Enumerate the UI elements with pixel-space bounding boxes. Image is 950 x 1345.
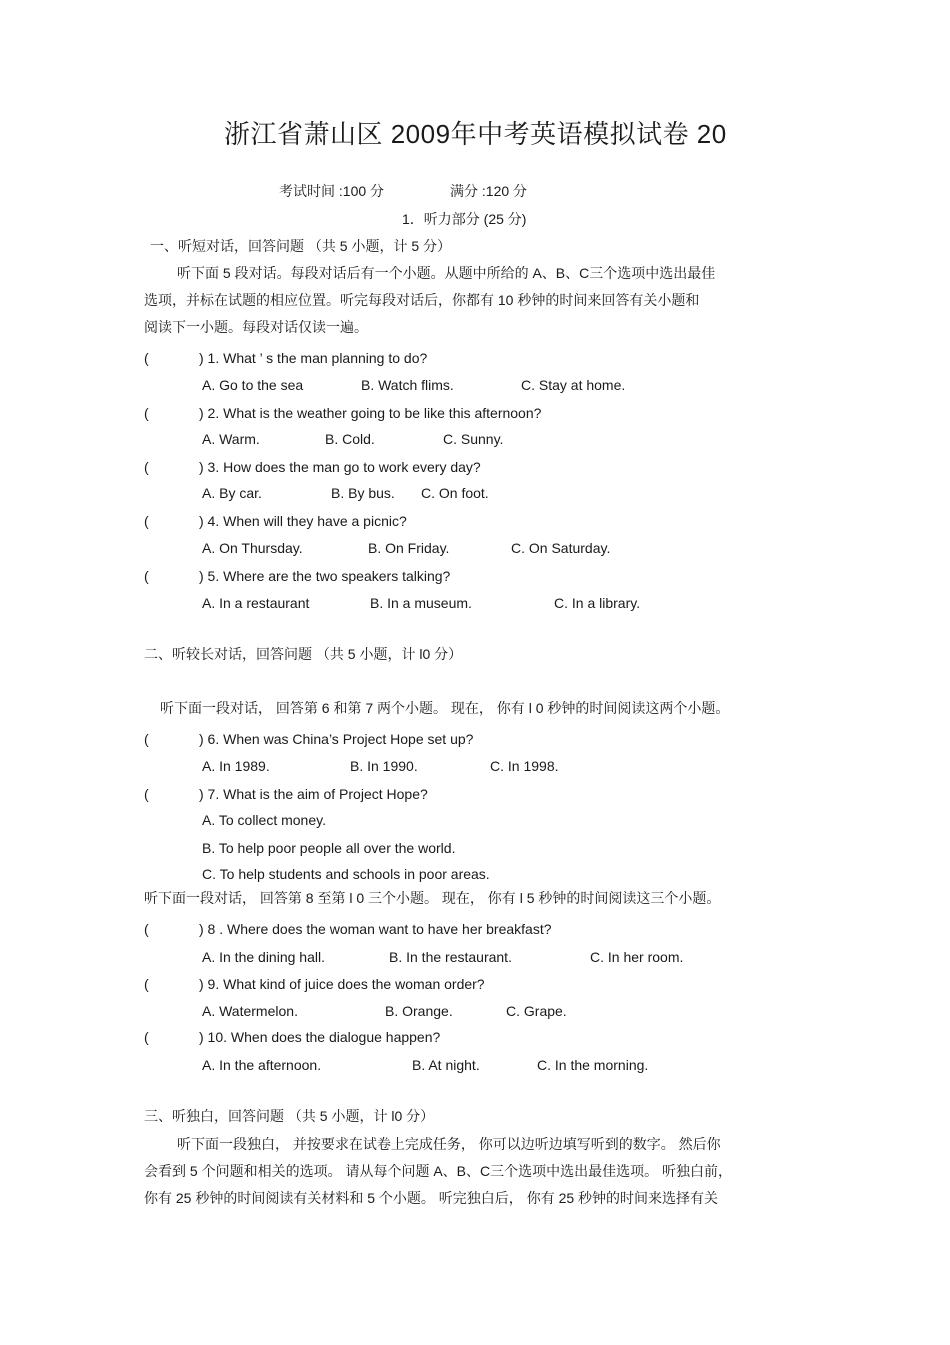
section1-instruction-line: 听下面 5 段对话。每段对话后有一个小题。从题中所给的 A、B、C三个选项中选出最佳 bbox=[177, 265, 716, 281]
option-b: B. In 1990. bbox=[350, 758, 418, 774]
answer-paren: ( bbox=[144, 1029, 149, 1045]
option-c: C. On foot. bbox=[421, 485, 489, 501]
option-b: B. In a museum. bbox=[370, 595, 472, 611]
option-c: C. Stay at home. bbox=[521, 377, 626, 393]
option-b: B. Cold. bbox=[325, 431, 375, 447]
option-b: B. Orange. bbox=[385, 1003, 453, 1019]
option-b: B. In the restaurant. bbox=[389, 949, 512, 965]
option-a: A. By car. bbox=[202, 485, 262, 501]
option-c: C. In 1998. bbox=[490, 758, 559, 774]
question-text: ) 9. What kind of juice does the woman order? bbox=[199, 976, 485, 992]
question-text: ) 4. When will they have a picnic? bbox=[199, 513, 407, 529]
page-title: 浙江省萧山区 2009年中考英语模拟试卷 20 bbox=[224, 119, 727, 149]
option-c: C. On Saturday. bbox=[511, 540, 611, 556]
option-a: A. In a restaurant bbox=[202, 595, 310, 611]
answer-paren: ( bbox=[144, 513, 149, 529]
question-text: ) 6. When was China’s Project Hope set up? bbox=[199, 731, 474, 747]
section3-heading: 三、听独白，回答问题 （共 5 小题，计 l0 分） bbox=[144, 1108, 435, 1124]
option-b: B. Watch flims. bbox=[361, 377, 454, 393]
question-text: ) 7. What is the aim of Project Hope? bbox=[199, 786, 428, 802]
answer-paren: ( bbox=[144, 976, 149, 992]
option-a: A. Warm. bbox=[202, 431, 260, 447]
section1-heading: 一、听短对话，回答问题 （共 5 小题，计 5 分） bbox=[150, 238, 452, 254]
answer-paren: ( bbox=[144, 786, 149, 802]
section3-instruction-line: 听下面一段独白， 并按要求在试卷上完成任务， 你可以边听边填写听到的数字。 然后你 bbox=[177, 1136, 721, 1152]
option-a: A. Go to the sea bbox=[202, 377, 304, 393]
section1-instruction-line: 阅读下一小题。每段对话仅读一遍。 bbox=[144, 319, 368, 335]
option-c: C. In a library. bbox=[554, 595, 641, 611]
section1-instruction-line: 选项，并标在试题的相应位置。听完每段对话后，你都有 10 秒钟的时间来回答有关小题和 bbox=[144, 292, 700, 308]
option-b: B. To help poor people all over the world. bbox=[202, 840, 456, 856]
option-c: C. Sunny. bbox=[443, 431, 504, 447]
option-b: B. At night. bbox=[412, 1057, 480, 1073]
option-a: A. In the dining hall. bbox=[202, 949, 325, 965]
section2-heading: 二、听较长对话，回答问题 （共 5 小题，计 l0 分） bbox=[144, 646, 463, 662]
exam-time: 考试时间 :100 分 bbox=[279, 183, 385, 199]
option-c: C. Grape. bbox=[506, 1003, 567, 1019]
question-text: ) 5. Where are the two speakers talking? bbox=[199, 568, 451, 584]
question-text: ) 10. When does the dialogue happen? bbox=[199, 1029, 441, 1045]
question-text: ) 2. What is the weather going to be like this afternoon? bbox=[199, 405, 542, 421]
section2-intro: 听下面一段对话， 回答第 6 和第 7 两个小题。 现在， 你有 l 0 秒钟的时间阅读这两个小题。 bbox=[160, 700, 730, 716]
question-text: ) 8 . Where does the woman want to have her breakfast? bbox=[199, 921, 552, 937]
answer-paren: ( bbox=[144, 350, 149, 366]
option-b: B. By bus. bbox=[331, 485, 395, 501]
part1-heading: 1．听力部分 (25 分) bbox=[402, 211, 527, 227]
option-a: A. To collect money. bbox=[202, 812, 326, 828]
option-c: C. To help students and schools in poor areas. bbox=[202, 866, 490, 882]
full-score: 满分 :120 分 bbox=[450, 183, 528, 199]
answer-paren: ( bbox=[144, 405, 149, 421]
answer-paren: ( bbox=[144, 731, 149, 747]
option-a: A. Watermelon. bbox=[202, 1003, 298, 1019]
question-text: ) 3. How does the man go to work every day? bbox=[199, 459, 481, 475]
question-text: ) 1. What ’ s the man planning to do? bbox=[199, 350, 428, 366]
option-c: C. In her room. bbox=[590, 949, 684, 965]
option-a: A. In 1989. bbox=[202, 758, 270, 774]
option-b: B. On Friday. bbox=[368, 540, 450, 556]
section3-instruction-line: 你有 25 秒钟的时间阅读有关材料和 5 个小题。 听完独白后， 你有 25 秒钟的时间来选择有关 bbox=[144, 1190, 719, 1206]
section3-instruction-line: 会看到 5 个问题和相关的选项。 请从每个问题 A、B、C三个选项中选出最佳选项。 听独白前， bbox=[144, 1163, 733, 1179]
answer-paren: ( bbox=[144, 459, 149, 475]
option-c: C. In the morning. bbox=[537, 1057, 649, 1073]
answer-paren: ( bbox=[144, 568, 149, 584]
section2-intro: 听下面一段对话， 回答第 8 至第 l 0 三个小题。 现在， 你有 l 5 秒钟的时间阅读这三个小题。 bbox=[144, 890, 721, 906]
answer-paren: ( bbox=[144, 921, 149, 937]
option-a: A. On Thursday. bbox=[202, 540, 303, 556]
option-a: A. In the afternoon. bbox=[202, 1057, 322, 1073]
